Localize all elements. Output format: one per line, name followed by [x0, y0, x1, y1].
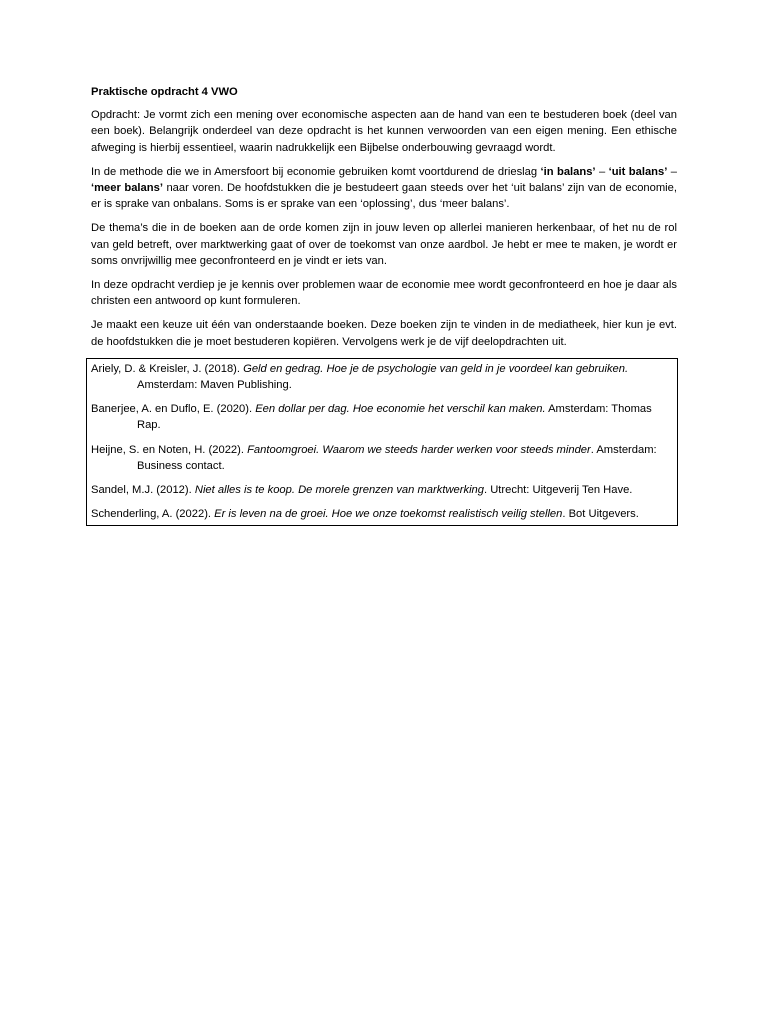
book-title: Er is leven na de groei. Hoe we onze toekomst realistisch veilig stellen — [214, 508, 563, 521]
book-author-year: Sandel, M.J. (2012). — [91, 484, 195, 497]
book-reference — [91, 442, 672, 474]
book-title: Geld en gedrag. Hoe je de psychologie van geld in je voordeel kan gebruiken. — [243, 362, 629, 375]
paragraph-text: – — [595, 165, 609, 178]
paragraph-p4 — [91, 277, 677, 309]
emphasis-text: ‘meer balans’ — [91, 182, 163, 195]
book-title: Niet alles is te koop. De morele grenzen van marktwerking — [194, 484, 484, 497]
book-reference — [91, 361, 672, 393]
body-paragraphs — [91, 107, 677, 350]
book-publisher: Amsterdam: Maven Publishing. — [137, 379, 292, 392]
book-title: Fantoomgroei. Waarom we steeds harder werken voor steeds minder — [247, 443, 591, 456]
book-publisher: . Utrecht: Uitgeverij Ten Have. — [484, 484, 633, 497]
book-publisher: Amsterdam: Thomas Rap. — [137, 403, 652, 432]
paragraph-text: De thema’s die in de boeken aan de orde komen zijn in jouw leven op allerlei manieren herkenbaar, of het nu de rol van geld betreft, over marktwerking gaat of over de toekomst van onze aardbol. Je hebt er mee te maken, je wordt er soms onvrijwillig mee geconfronteerd en je vindt er iets van. — [91, 222, 677, 267]
paragraph-p2 — [91, 164, 677, 213]
book-publisher: . Bot Uitgevers. — [562, 508, 639, 521]
book-author-year: Schenderling, A. (2022). — [91, 508, 215, 521]
book-list-box — [86, 358, 678, 527]
document-title: Praktische opdracht 4 VWO — [91, 86, 238, 98]
book-title: Een dollar per dag. Hoe economie het verschil kan maken. — [255, 403, 546, 416]
book-reference — [91, 482, 672, 498]
emphasis-text: ‘uit balans’ — [608, 165, 668, 178]
paragraph-text: In deze opdracht verdiep je je kennis over problemen waar de economie mee wordt geconfronteerd en hoe je daar als christen een antwoord op kunt formuleren. — [91, 279, 677, 308]
paragraph-text: Je maakt een keuze uit één van onderstaande boeken. Deze boeken zijn te vinden in de mediatheek, hier kun je evt. de hoofdstukken die je moet bestuderen kopiëren. Vervolgens werk je de vijf deelopdrachten uit. — [91, 319, 677, 348]
paragraph-p5 — [91, 317, 677, 349]
paragraph-text: naar voren. De hoofdstukken die je bestudeert gaan steeds over het ‘uit balans’ zijn van de economie, er is sprake van onbalans. Soms is er sprake van een ‘oplossing’, dus ‘meer balans’. — [91, 182, 678, 211]
paragraph-p3 — [91, 220, 677, 269]
book-author-year: Heijne, S. en Noten, H. (2022). — [91, 443, 248, 456]
book-author-year: Ariely, D. & Kreisler, J. (2018). — [91, 362, 244, 375]
book-reference — [91, 401, 672, 433]
paragraph-text: – — [667, 165, 677, 178]
book-reference — [91, 506, 672, 522]
paragraph-text: In de methode die we in Amersfoort bij economie gebruiken komt voortdurend de drieslag — [91, 165, 541, 178]
document-page — [91, 84, 677, 526]
emphasis-text: ‘in balans’ — [540, 165, 596, 178]
paragraph-text: Opdracht: Je vormt zich een mening over economische aspecten aan de hand van een te bestuderen boek (deel van een boek). Belangrijk onderdeel van deze opdracht is het kunnen verwoorden van een eigen mening. Een ethische afweging is hierbij essentieel, waarin nadrukkelijk een Bijbelse onderbouwing gevraagd wordt. — [91, 109, 677, 154]
book-publisher: . Amsterdam: Business contact. — [137, 443, 657, 472]
paragraph-p1 — [91, 107, 677, 156]
book-author-year: Banerjee, A. en Duflo, E. (2020). — [91, 403, 256, 416]
